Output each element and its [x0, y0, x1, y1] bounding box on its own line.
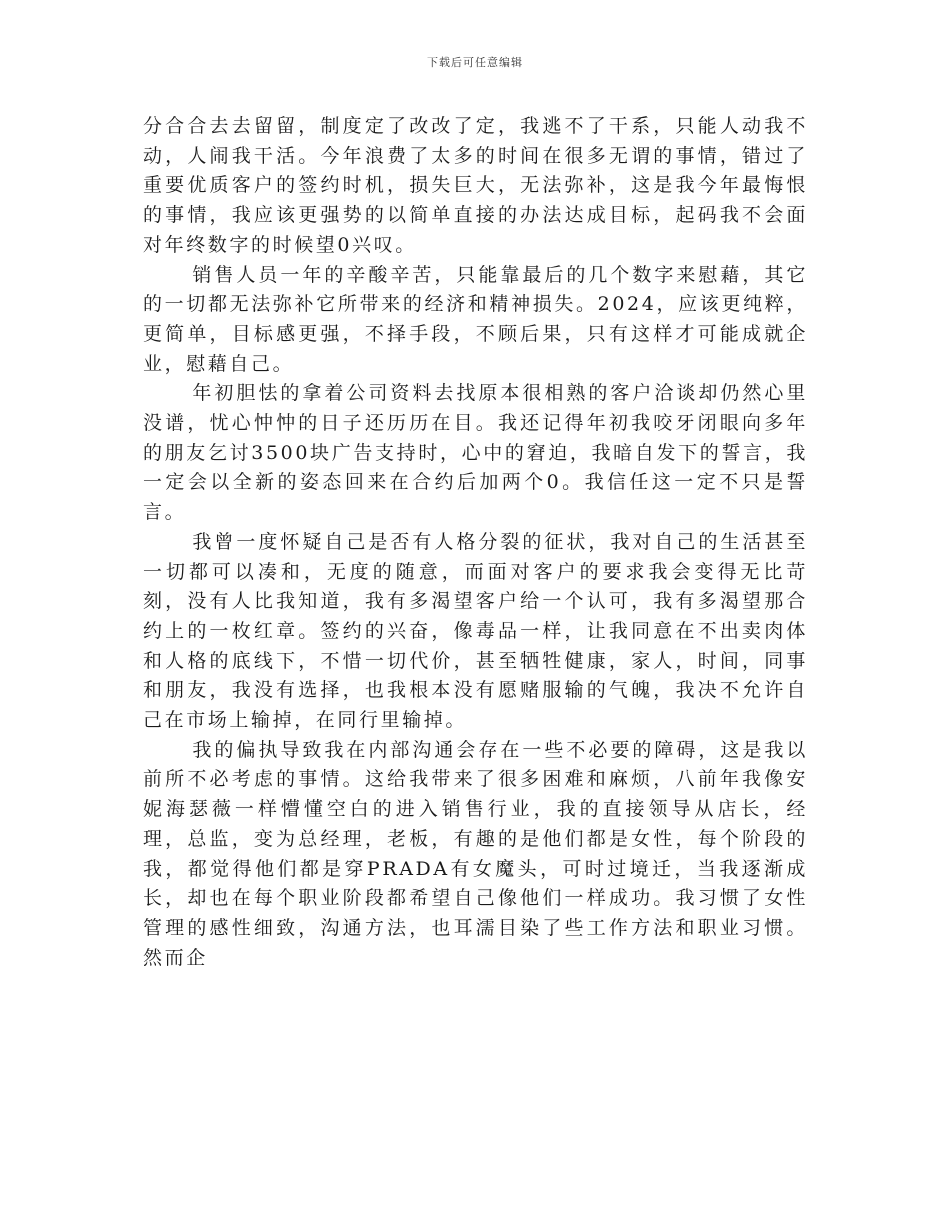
- document-body: [143, 112, 808, 973]
- paragraph-continuation: 分合合去去留留，制度定了改改了定，我逃不了干系，只能人动我不动，人闹我干活。今年浪费了太多的时间在很多无谓的事情，错过了重要优质客户的签约时机，损失巨大，无法弥补，这是我今年最悔恨的事情，我应该更强势的以简单直接的办法达成目标，起码我不会面对年终数字的时候望0兴叹。: [143, 115, 808, 256]
- paragraph-self-doubt: 我曾一度怀疑自己是否有人格分裂的征状，我对自己的生活甚至一切都可以凑和，无度的随意，而面对客户的要求我会变得无比苛刻，没有人比我知道，我有多渴望客户给一个认可，我有多渴望那合约上的一枚红章。签约的兴奋，像毒品一样，让我同意在不出卖肉体和人格的底线下，不惜一切代价，甚至牺牲健康，家人，时间，同事和朋友，我没有选择，也我根本没有愿赌服输的气魄，我决不允许自己在市场上输掉，在同行里输掉。: [143, 530, 808, 732]
- paragraph-early-year: 年初胆怯的拿着公司资料去找原本很相熟的客户洽谈却仍然心里没谱，忧心忡忡的日子还历历在目。我还记得年初我咬牙闭眼向多年的朋友乞讨3500块广告支持时，心中的窘迫，我暗自发下的誓言，我一定会以全新的姿态回来在合约后加两个0。我信任这一定不只是誓言。: [143, 382, 808, 524]
- page-header: 下载后可任意编辑: [427, 56, 523, 69]
- paragraph-communication: 我的偏执导致我在内部沟通会存在一些不必要的障碍，这是我以前所不必考虑的事情。这给我带来了很多困难和麻烦，八前年我像安妮海瑟薇一样懵懂空白的进入销售行业，我的直接领导从店长，经理，总监，变为总经理，老板，有趣的是他们都是女性，每个阶段的我，都觉得他们都是穿PRADA有女魔头，可时过境迁，当我逐渐成长，却也在每个职业阶段都希望自己像他们一样成功。我习惯了女性管理的感性细致，沟通方法，也耳濡目染了些工作方法和职业习惯。然而企: [143, 738, 808, 969]
- paragraph-sales-hardship: 销售人员一年的辛酸辛苦，只能靠最后的几个数字来慰藉，其它的一切都无法弥补它所带来的经济和精神损失。2024，应该更纯粹，更简单，目标感更强，不择手段，不顾后果，只有这样才可能成就企业，慰藉自己。: [143, 263, 808, 375]
